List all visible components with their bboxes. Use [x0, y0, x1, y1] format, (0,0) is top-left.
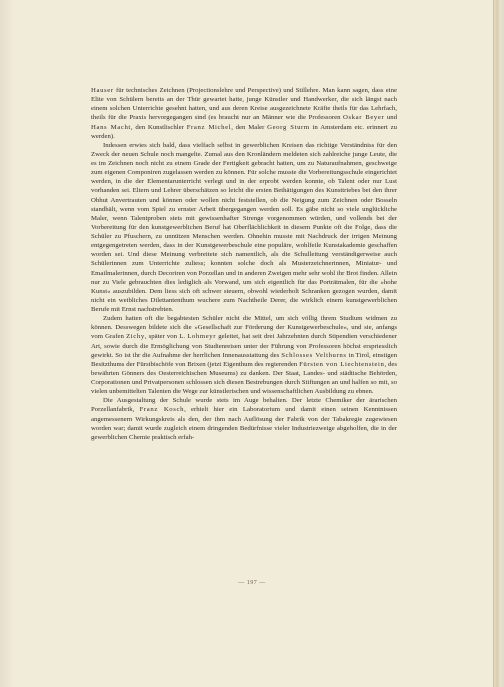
text-run: , erhielt hier ein Laboratorium und damit einen seinen Kenntnissen angemessenern Wirkungskreis als den, der ihm nach Auflösung der Fabrik von der Tabakregie zugewiesen worden war; damit wurde zugleich einem dringenden Bedürfnisse vieler Industriezweige abgeholfen, die in der gewerblichen Chemie praktisch erfah- — [91, 406, 398, 441]
text-run: und — [384, 114, 397, 122]
spaced-name: Hans Macht — [91, 123, 131, 131]
text-run: geleitet, hat seit drei Jahrzehnten durch Stipendien verschiedener Art, sowie durch die Ermöglichung von Studienreisen unter der Führung von Professoren höchst erspriesslich gewirkt. So ist ihr die Aufnahme der herrlichen Innenausstattung des — [91, 333, 398, 359]
body-text — [91, 86, 397, 442]
text-run: Zudem hatten oft die begabtesten Schüler nicht die Mittel, um sich völlig ihrem Studium widmen zu können. Desswegen bildete sich die »Gesellschaft zur Förderung der Kunstgewerbeschule«, und sie, anfangs vom Grafen — [91, 315, 397, 341]
paragraph — [91, 141, 397, 314]
spaced-name: Fürsten von Liechtenstein — [299, 360, 385, 368]
page-number: — 197 — — [238, 580, 266, 586]
text-run: Indessen erwies sich bald, dass vielfach selbst in gewerblichen Kreisen das richtige Verständniss für den Zweck der neuen Schule noch mangelte. Zumal aus den Kronländern meldeten sich zahlreiche junge Leute, die es im Zeichnen noch nicht zu einem Grade der Fertigkeit gebracht hatten, um zu Naturaufnahmen, geschweige zum eigenen Componiren zugelassen werden zu können. Für solche musste die Vorbereitungsschule eingerichtet werden, in die der Elementarunterricht verlegt und in der erprobt werden konnte, ob Talent oder nur Lust vorhanden sei. Eltern und Lehrer überschätzen so leicht die ersten Bethätigungen des Kunsttriebes bei den ihrer Obhut Anvertrauten und können oder wollen nicht feststellen, ob die Neigung zum Zeichnen oder Bosseln standhält, wenn vom Spiel zu ernster Arbeit übergegangen werden soll. Es gäbe nicht so viele unglückliche Maler, wenn Talentproben stets mit gewissenhafter Strenge vorgenommen würden, und vollends bei der Vorbereitung für den kunstgewerblichen Beruf hat Oberflächlichkeit in diesem Punkte oft die Folge, dass die Schüler zu Pfuschern, zu unnützen Menschen werden. Ohnehin musste mit Nachdruck der irrigen Meinung entgegengetreten werden, dass in der Kunstgewerbeschule eine populäre, wohlfeile Kunstakademie geschaffen worden sei. Und diese Meinung verbreitete sich namentlich, als die Schulleitung verständigerweise auch Schülerinnen zum Unterrichte zuliess; konnten solche doch als Musterzeichnerinnen, Miniatur- und Emailmalerinnen, durch Decoriren von Porzellan und in anderen Zweigen mehr sehr wohl ihr Brot finden. Allein nur zu Viele gebrauchten dies lediglich als Vorwand, um sich eigentlich für das Porträtmalen, für die »hohe Kunst« auszubilden. Dem liess sich oft schwer steuern, obwohl wiederholt Schranken gezogen wurden, damit nicht ein weibliches Dilettantenthum wuchere zum Nachtheile Derer, die wirklich einem kunstgewerblichen Berufe mit Ernst nachstrebten. — [91, 141, 397, 313]
text-run: Die Ausgestaltung der Schule wurde stets im Auge behalten. Der letzte Chemiker der ärarischen Porzellanfabrik, — [91, 397, 397, 414]
spaced-name: Schlosses Velthurns — [281, 351, 347, 359]
text-run: , den Kunstlischler — [130, 123, 187, 131]
spaced-name: Lohmeyr — [187, 333, 217, 341]
text-run: , später von L. — [144, 333, 188, 341]
text-run: für technisches Zeichnen (Projectionslehre und Perspective) und Stillehre. Man kann sagen, dass eine Elite von Schülern bereits an der Thür gewartet hatte, junge Künstler und Handwerker, die sich längst nach einem solchen Unterrichte gesehnt hatten, und aus deren Kreise ausgezeichnete Kräfte theils für das Lehrfach, theils für die Praxis hervorgegangen sind (es braucht nur an Männer wie die Professoren — [91, 87, 397, 122]
text-run: , den Maler — [231, 123, 268, 131]
spaced-name: Hauser — [91, 87, 114, 94]
spaced-name: Georg Sturm — [267, 123, 310, 131]
spaced-name: Oskar Beyer — [342, 114, 385, 122]
paragraph — [91, 86, 397, 141]
paragraph — [91, 396, 397, 442]
text-run: in Amsterdam etc. erinnert zu werden). — [91, 123, 397, 140]
spaced-name: Franz Kosch — [139, 406, 185, 414]
spaced-name: Zichy — [126, 333, 145, 341]
spaced-name: Franz Michel — [186, 123, 232, 131]
text-run: in Tirol, einstigen Besitzthums der Fürstbischöfe von Brixen (jetzt Eigenthum des regierenden — [91, 351, 397, 368]
paragraph — [91, 314, 397, 396]
text-run: , des bewährten Gönners des Oesterreichischen Museums) zu danken. Der Staat, Landes- und städtische Behörden, Corporationen und Privatpersonen schlossen sich diesen Bestrebungen durch Stiftungen an und halfen so mit, so vielen unbemittelten Talenten die Wege zur künstlerischen und wissenschaftlichen Ausbildung zu ebnen. — [91, 360, 397, 396]
